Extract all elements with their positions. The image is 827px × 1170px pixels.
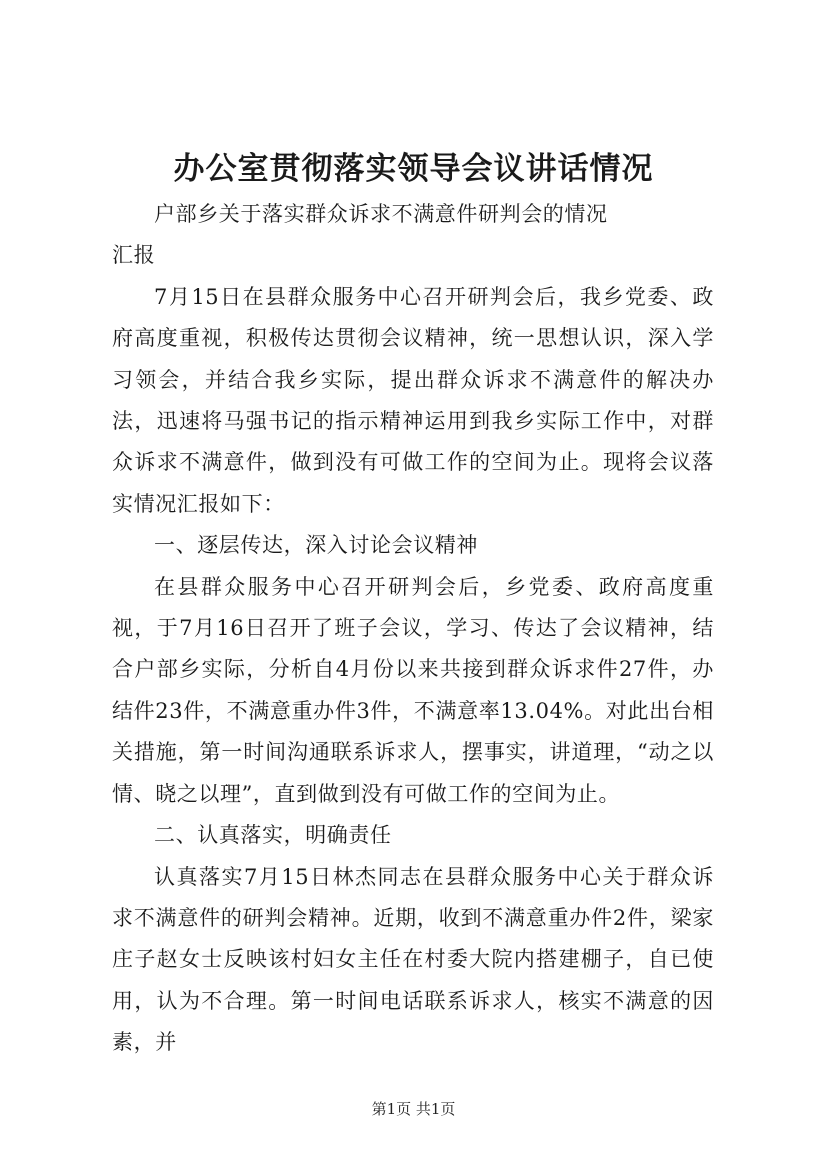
page-number-footer: 第1页 共1页 [371, 1100, 456, 1118]
paragraph-3: 认真落实7月15日林杰同志在县群众服务中心关于群众诉求不满意件的研判会精神。近期，收到不满意重办件2件，梁家庄子赵女士反映该村妇女主任在村委大院内搭建棚子，自已使用，认为不合理。第一时间电话联系诉求人，核实不满意的因素，并 [112, 864, 714, 1055]
section-heading-2: 二、认真落实，明确责任 [154, 823, 392, 848]
document-title: 办公室贯彻落实领导会议讲话情况 [173, 151, 654, 187]
document-body [112, 194, 714, 1064]
section-heading-1: 一、逐层传达，深入讨论会议精神 [154, 533, 478, 558]
paragraph-1: 7月15日在县群众服务中心召开研判会后，我乡党委、政府高度重视，积极传达贯彻会议精神，统一思想认识，深入学习领会，并结合我乡实际，提出群众诉求不满意件的解决办法，迅速将马强书记的指示精神运用到我乡实际工作中，对群众诉求不满意件，做到没有可做工作的空间为止。现将会议落实情况汇报如下： [112, 284, 714, 516]
subtitle-line-1: 户部乡关于落实群众诉求不满意件研判会的情况 [154, 202, 608, 226]
subtitle-line-2: 汇报 [112, 243, 156, 268]
paragraph-2: 在县群众服务中心召开研判会后，乡党委、政府高度重视，于7月16日召开了班子会议，学习、传达了会议精神，结合户部乡实际，分析自4月份以来共接到群众诉求件27件，办结件23件，不满意重办件3件，不满意率13.04%。对此出台相关措施，第一时间沟通联系诉求人，摆事实，讲道理，“动之以情、晓之以理”，直到做到没有可做工作的空间为止。 [112, 574, 714, 806]
